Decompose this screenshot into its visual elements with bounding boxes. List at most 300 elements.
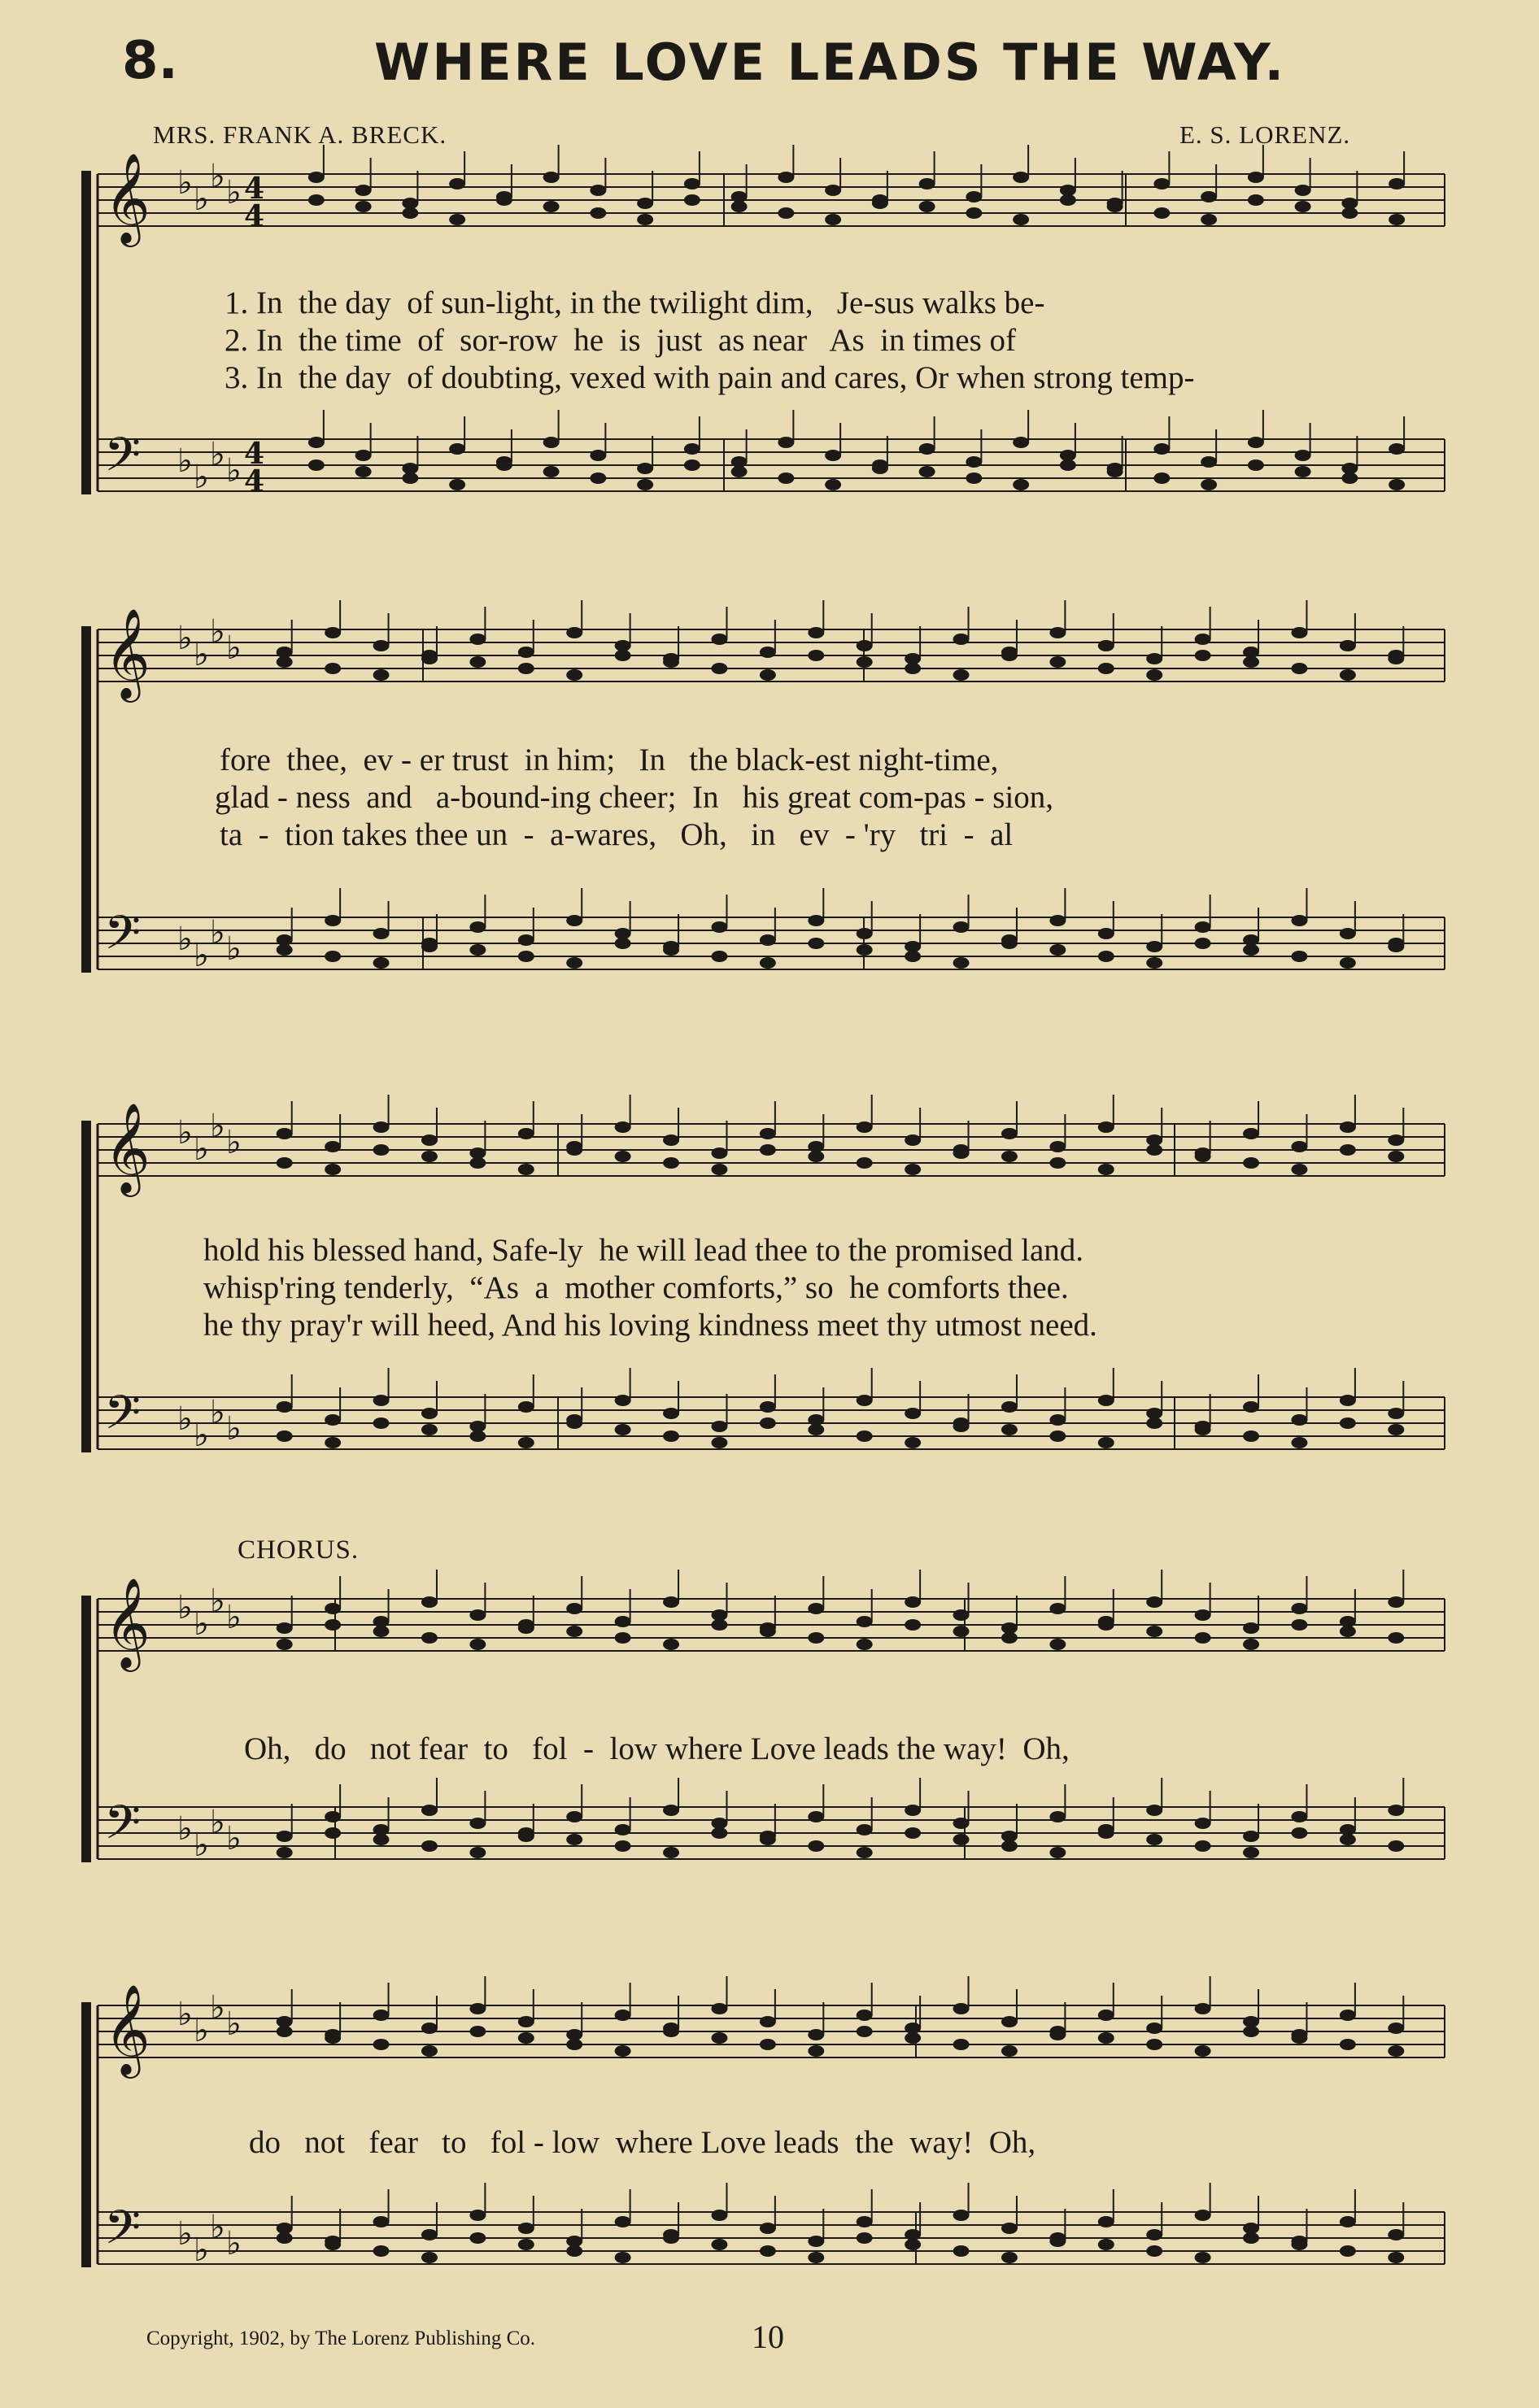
- note-head-icon: [1001, 1151, 1018, 1162]
- note-head-icon: [825, 450, 841, 461]
- note-head-icon: [373, 928, 390, 939]
- note-head-icon: [1001, 1128, 1018, 1139]
- flat-icon: ♭: [177, 1996, 193, 2033]
- flat-icon: ♭: [210, 1583, 225, 1620]
- note-head-icon: [857, 656, 873, 668]
- note-head-icon: [663, 656, 679, 668]
- note-head-icon: [637, 463, 653, 474]
- note-head-icon: [421, 938, 438, 949]
- note-head-icon: [1295, 466, 1311, 477]
- flat-icon: ♭: [194, 1605, 209, 1643]
- note-head-icon: [760, 647, 776, 658]
- note-head-icon: [760, 1128, 776, 1139]
- time-signature-top: 4: [244, 172, 265, 206]
- note-head-icon: [566, 915, 582, 926]
- note-head-icon: [277, 944, 293, 956]
- note-head-icon: [731, 456, 748, 468]
- flat-icon: ♭: [226, 174, 242, 211]
- note-head-icon: [953, 1144, 970, 1156]
- note-head-icon: [966, 472, 982, 484]
- note-head-icon: [1243, 1639, 1259, 1650]
- note-head-icon: [731, 466, 748, 477]
- note-head-icon: [615, 1151, 631, 1162]
- note-head-icon: [760, 934, 776, 946]
- note-head-icon: [808, 2236, 824, 2247]
- system-brace: [81, 2002, 91, 2267]
- note-head-icon: [308, 172, 325, 183]
- note-head-icon: [919, 466, 935, 477]
- note-head-icon: [857, 1639, 873, 1650]
- note-head-icon: [1243, 1622, 1259, 1634]
- note-head-icon: [590, 450, 606, 461]
- flat-icon: ♭: [177, 921, 193, 958]
- note-head-icon: [1098, 928, 1114, 939]
- note-head-icon: [1049, 1603, 1066, 1614]
- note-head-icon: [1049, 1141, 1066, 1152]
- note-head-icon: [325, 2032, 341, 2044]
- note-head-icon: [1389, 479, 1405, 490]
- note-head-icon: [277, 1622, 293, 1634]
- note-head-icon: [615, 1121, 631, 1133]
- note-head-icon: [469, 1847, 486, 1858]
- note-head-icon: [518, 951, 534, 962]
- note-head-icon: [277, 656, 293, 668]
- note-head-icon: [778, 172, 794, 183]
- note-head-icon: [905, 1596, 921, 1608]
- note-head-icon: [825, 185, 841, 196]
- flat-icon: ♭: [177, 620, 193, 657]
- note-head-icon: [1013, 437, 1029, 448]
- note-head-icon: [1248, 172, 1264, 183]
- note-head-icon: [325, 627, 341, 638]
- note-head-icon: [402, 463, 418, 474]
- note-head-icon: [808, 1840, 824, 1852]
- note-head-icon: [1388, 1805, 1404, 1816]
- flat-icon: ♭: [177, 1810, 193, 1848]
- note-head-icon: [1049, 944, 1066, 956]
- note-head-icon: [1243, 1430, 1259, 1442]
- note-head-icon: [953, 2039, 970, 2050]
- note-head-icon: [325, 1811, 341, 1822]
- note-head-icon: [808, 1141, 824, 1152]
- treble-clef-icon: 𝄞: [104, 1983, 150, 2075]
- note-head-icon: [1146, 2039, 1162, 2050]
- note-head-icon: [1107, 466, 1123, 477]
- note-head-icon: [325, 915, 341, 926]
- note-head-icon: [760, 1417, 776, 1429]
- note-head-icon: [1098, 2216, 1114, 2227]
- note-head-icon: [1243, 2223, 1259, 2234]
- note-head-icon: [760, 2016, 776, 2027]
- note-head-icon: [449, 214, 465, 225]
- note-head-icon: [1243, 1847, 1259, 1858]
- note-head-icon: [1098, 2239, 1114, 2250]
- note-head-icon: [808, 938, 824, 949]
- note-head-icon: [1388, 2045, 1404, 2057]
- note-head-icon: [711, 1147, 727, 1159]
- note-head-icon: [1001, 1401, 1018, 1413]
- note-head-icon: [1013, 214, 1029, 225]
- flat-icon: ♭: [226, 629, 242, 667]
- note-head-icon: [1243, 656, 1259, 668]
- note-head-icon: [277, 1157, 293, 1169]
- note-head-icon: [615, 640, 631, 651]
- lyric-line: whisp'ring tenderly, “As a mother comforts,” so he comforts thee.: [203, 1270, 1069, 1305]
- flat-icon: ♭: [226, 2005, 242, 2043]
- note-head-icon: [1195, 1151, 1211, 1162]
- time-signature-bottom: 4: [244, 464, 265, 499]
- note-head-icon: [421, 1632, 438, 1644]
- note-head-icon: [637, 214, 653, 225]
- note-head-icon: [1049, 915, 1066, 926]
- note-head-icon: [496, 194, 512, 206]
- note-head-icon: [566, 1626, 582, 1637]
- note-head-icon: [1146, 2229, 1162, 2240]
- note-head-icon: [663, 1430, 679, 1442]
- note-head-icon: [711, 634, 727, 645]
- note-head-icon: [1291, 2032, 1307, 2044]
- note-head-icon: [1001, 2016, 1018, 2027]
- note-head-icon: [1098, 951, 1114, 962]
- note-head-icon: [1291, 1827, 1307, 1839]
- note-head-icon: [373, 2039, 390, 2050]
- note-head-icon: [615, 2216, 631, 2227]
- note-head-icon: [905, 653, 921, 664]
- note-head-icon: [905, 1408, 921, 1419]
- lyric-line: he thy pray'r will heed, And his loving kindness meet thy utmost need.: [203, 1308, 1097, 1343]
- note-head-icon: [1388, 1596, 1404, 1608]
- note-head-icon: [1049, 1414, 1066, 1426]
- note-head-icon: [373, 1417, 390, 1429]
- note-head-icon: [1243, 2016, 1259, 2027]
- note-head-icon: [277, 2016, 293, 2027]
- note-head-icon: [1195, 921, 1211, 933]
- time-signature-top: 4: [244, 437, 265, 471]
- note-head-icon: [760, 2245, 776, 2257]
- note-head-icon: [760, 669, 776, 681]
- note-head-icon: [1201, 479, 1217, 490]
- note-head-icon: [518, 1401, 534, 1413]
- note-head-icon: [373, 1834, 390, 1845]
- note-head-icon: [825, 214, 841, 225]
- note-head-icon: [857, 1616, 873, 1627]
- note-head-icon: [953, 634, 970, 645]
- note-head-icon: [1098, 1827, 1114, 1839]
- note-head-icon: [590, 207, 606, 219]
- chorus-label: CHORUS.: [238, 1535, 360, 1565]
- note-head-icon: [872, 459, 888, 471]
- note-head-icon: [778, 207, 794, 219]
- note-head-icon: [953, 1626, 970, 1637]
- note-head-icon: [615, 1616, 631, 1627]
- system-brace: [81, 1596, 91, 1862]
- note-head-icon: [1001, 2252, 1018, 2263]
- note-head-icon: [373, 1824, 390, 1835]
- note-head-icon: [1243, 2026, 1259, 2037]
- note-head-icon: [566, 1144, 582, 1156]
- note-head-icon: [684, 178, 700, 189]
- note-head-icon: [1098, 1619, 1114, 1631]
- note-head-icon: [1341, 472, 1358, 484]
- note-head-icon: [808, 627, 824, 638]
- note-head-icon: [421, 1151, 438, 1162]
- composer-credit: E. S. LORENZ.: [1179, 120, 1351, 149]
- note-head-icon: [615, 1424, 631, 1435]
- note-head-icon: [325, 663, 341, 674]
- note-head-icon: [1243, 2232, 1259, 2244]
- note-head-icon: [1295, 185, 1311, 196]
- note-head-icon: [1248, 437, 1264, 448]
- note-head-icon: [373, 2010, 390, 2021]
- note-head-icon: [825, 479, 841, 490]
- note-head-icon: [760, 957, 776, 969]
- note-head-icon: [1291, 1141, 1307, 1152]
- note-head-icon: [711, 2239, 727, 2250]
- note-head-icon: [711, 921, 727, 933]
- note-head-icon: [1295, 450, 1311, 461]
- note-head-icon: [469, 1609, 486, 1621]
- note-head-icon: [355, 185, 372, 196]
- note-head-icon: [1340, 1626, 1356, 1637]
- note-head-icon: [1389, 443, 1405, 455]
- note-head-icon: [905, 2229, 921, 2240]
- note-head-icon: [1146, 1134, 1162, 1146]
- note-head-icon: [566, 2236, 582, 2247]
- note-head-icon: [857, 1157, 873, 1169]
- note-head-icon: [325, 951, 341, 962]
- note-head-icon: [684, 194, 700, 206]
- note-head-icon: [966, 456, 982, 468]
- flat-icon: ♭: [194, 1827, 209, 1864]
- note-head-icon: [1388, 1840, 1404, 1852]
- copyright-notice: Copyright, 1902, by The Lorenz Publishing Co.: [146, 2327, 535, 2349]
- note-head-icon: [1291, 1164, 1307, 1175]
- flat-icon: ♭: [177, 1400, 193, 1438]
- note-head-icon: [566, 2245, 582, 2257]
- note-head-icon: [1291, 2239, 1307, 2250]
- note-head-icon: [1146, 669, 1162, 681]
- note-head-icon: [402, 198, 418, 209]
- note-head-icon: [711, 1619, 727, 1631]
- note-head-icon: [760, 1144, 776, 1156]
- note-head-icon: [518, 647, 534, 658]
- note-head-icon: [1243, 934, 1259, 946]
- note-head-icon: [615, 1632, 631, 1644]
- note-head-icon: [905, 1805, 921, 1816]
- flat-icon: ♭: [210, 1989, 225, 2027]
- flat-icon: ♭: [177, 1589, 193, 1626]
- note-head-icon: [953, 1417, 970, 1429]
- note-head-icon: [808, 2045, 824, 2057]
- note-head-icon: [1340, 669, 1356, 681]
- note-head-icon: [615, 1840, 631, 1852]
- note-head-icon: [966, 191, 982, 202]
- note-head-icon: [518, 1164, 534, 1175]
- lyric-line: 1. In the day of sun-light, in the twilight dim, Je-sus walks be-: [225, 285, 1045, 320]
- note-head-icon: [325, 1619, 341, 1631]
- note-head-icon: [1146, 957, 1162, 969]
- note-head-icon: [590, 185, 606, 196]
- flat-icon: ♭: [194, 459, 209, 496]
- note-head-icon: [857, 944, 873, 956]
- flat-icon: ♭: [210, 2209, 225, 2246]
- note-head-icon: [637, 479, 653, 490]
- note-head-icon: [663, 944, 679, 956]
- note-head-icon: [615, 928, 631, 939]
- note-head-icon: [1243, 647, 1259, 658]
- note-head-icon: [663, 1805, 679, 1816]
- note-head-icon: [518, 2032, 534, 2044]
- note-head-icon: [1195, 2045, 1211, 2057]
- note-head-icon: [421, 2229, 438, 2240]
- note-head-icon: [325, 1827, 341, 1839]
- flat-icon: ♭: [210, 436, 225, 473]
- note-head-icon: [1195, 2003, 1211, 2014]
- bass-clef-icon: 𝄢: [104, 1795, 142, 1862]
- note-head-icon: [518, 1827, 534, 1839]
- note-head-icon: [373, 957, 390, 969]
- note-head-icon: [1001, 1622, 1018, 1634]
- note-head-icon: [469, 2210, 486, 2221]
- note-head-icon: [308, 459, 325, 471]
- note-head-icon: [808, 2252, 824, 2263]
- note-head-icon: [1195, 634, 1211, 645]
- note-head-icon: [711, 2032, 727, 2044]
- note-head-icon: [277, 1128, 293, 1139]
- flat-icon: ♭: [210, 1394, 225, 1431]
- note-head-icon: [1001, 2223, 1018, 2234]
- note-head-icon: [1098, 1121, 1114, 1133]
- note-head-icon: [1098, 663, 1114, 674]
- note-head-icon: [857, 2216, 873, 2227]
- note-head-icon: [373, 1144, 390, 1156]
- note-head-icon: [663, 1157, 679, 1169]
- note-head-icon: [543, 201, 560, 212]
- note-head-icon: [760, 1626, 776, 1637]
- treble-clef-icon: 𝄞: [104, 1102, 150, 1193]
- note-head-icon: [1291, 915, 1307, 926]
- note-head-icon: [615, 650, 631, 661]
- note-head-icon: [1388, 1151, 1404, 1162]
- note-head-icon: [277, 1847, 293, 1858]
- note-head-icon: [325, 1414, 341, 1426]
- note-head-icon: [421, 1134, 438, 1146]
- note-head-icon: [1341, 198, 1358, 209]
- note-head-icon: [1291, 1811, 1307, 1822]
- note-head-icon: [663, 1847, 679, 1858]
- note-head-icon: [1146, 1834, 1162, 1845]
- note-head-icon: [518, 2223, 534, 2234]
- note-head-icon: [1098, 1164, 1114, 1175]
- note-head-icon: [325, 1141, 341, 1152]
- note-head-icon: [1340, 1824, 1356, 1835]
- lyric-line: do not fear to fol - low where Love leads the way! Oh,: [249, 2125, 1036, 2160]
- note-head-icon: [355, 201, 372, 212]
- note-head-icon: [778, 437, 794, 448]
- note-head-icon: [857, 2232, 873, 2244]
- note-head-icon: [1291, 627, 1307, 638]
- note-head-icon: [566, 1603, 582, 1614]
- note-head-icon: [1243, 1157, 1259, 1169]
- lyric-line: glad - ness and a-bound-ing cheer; In his great com-pas - sion,: [215, 780, 1054, 815]
- note-head-icon: [1049, 656, 1066, 668]
- note-head-icon: [1243, 1128, 1259, 1139]
- flat-icon: ♭: [194, 1130, 209, 1168]
- note-head-icon: [566, 2029, 582, 2040]
- note-head-icon: [518, 2239, 534, 2250]
- note-head-icon: [711, 1609, 727, 1621]
- note-head-icon: [1291, 951, 1307, 962]
- note-head-icon: [373, 2245, 390, 2257]
- note-head-icon: [518, 1437, 534, 1448]
- note-head-icon: [857, 1395, 873, 1406]
- note-head-icon: [469, 634, 486, 645]
- system-brace: [81, 626, 91, 973]
- note-head-icon: [966, 207, 982, 219]
- note-head-icon: [1340, 1834, 1356, 1845]
- flat-icon: ♭: [194, 636, 209, 673]
- note-head-icon: [1388, 1408, 1404, 1419]
- hymn-number: 8.: [122, 31, 178, 91]
- note-head-icon: [1001, 1840, 1018, 1852]
- note-head-icon: [277, 1430, 293, 1442]
- note-head-icon: [566, 2039, 582, 2050]
- flat-icon: ♭: [226, 1124, 242, 1161]
- note-head-icon: [1146, 1417, 1162, 1429]
- bass-clef-icon: 𝄢: [104, 1385, 142, 1452]
- note-head-icon: [760, 1834, 776, 1845]
- note-head-icon: [355, 466, 372, 477]
- note-head-icon: [1153, 207, 1170, 219]
- note-head-icon: [1388, 2023, 1404, 2034]
- note-head-icon: [277, 647, 293, 658]
- note-head-icon: [325, 2239, 341, 2250]
- note-head-icon: [808, 1632, 824, 1644]
- note-head-icon: [1341, 207, 1358, 219]
- note-head-icon: [905, 1134, 921, 1146]
- note-head-icon: [1001, 1424, 1018, 1435]
- note-head-icon: [1340, 2216, 1356, 2227]
- note-head-icon: [566, 1834, 582, 1845]
- note-head-icon: [1013, 479, 1029, 490]
- note-head-icon: [905, 1619, 921, 1631]
- system-brace: [81, 171, 91, 494]
- note-head-icon: [1291, 1414, 1307, 1426]
- note-head-icon: [1291, 1619, 1307, 1631]
- note-head-icon: [469, 656, 486, 668]
- note-head-icon: [1049, 2232, 1066, 2244]
- lyric-line: fore thee, ev - er trust in him; In the black-est night-time,: [220, 742, 999, 777]
- note-head-icon: [1248, 194, 1264, 206]
- note-head-icon: [1291, 1603, 1307, 1614]
- flat-icon: ♭: [210, 613, 225, 651]
- note-head-icon: [1195, 2252, 1211, 2263]
- note-head-icon: [1146, 1805, 1162, 1816]
- note-head-icon: [469, 1639, 486, 1650]
- note-head-icon: [905, 1164, 921, 1175]
- note-head-icon: [1388, 1632, 1404, 1644]
- note-head-icon: [1001, 938, 1018, 949]
- note-head-icon: [518, 1619, 534, 1631]
- note-head-icon: [778, 472, 794, 484]
- note-head-icon: [1098, 1395, 1114, 1406]
- note-head-icon: [808, 1603, 824, 1614]
- note-head-icon: [905, 663, 921, 674]
- note-head-icon: [1389, 214, 1405, 225]
- note-head-icon: [1146, 1596, 1162, 1608]
- note-head-icon: [277, 1401, 293, 1413]
- note-head-icon: [731, 191, 748, 202]
